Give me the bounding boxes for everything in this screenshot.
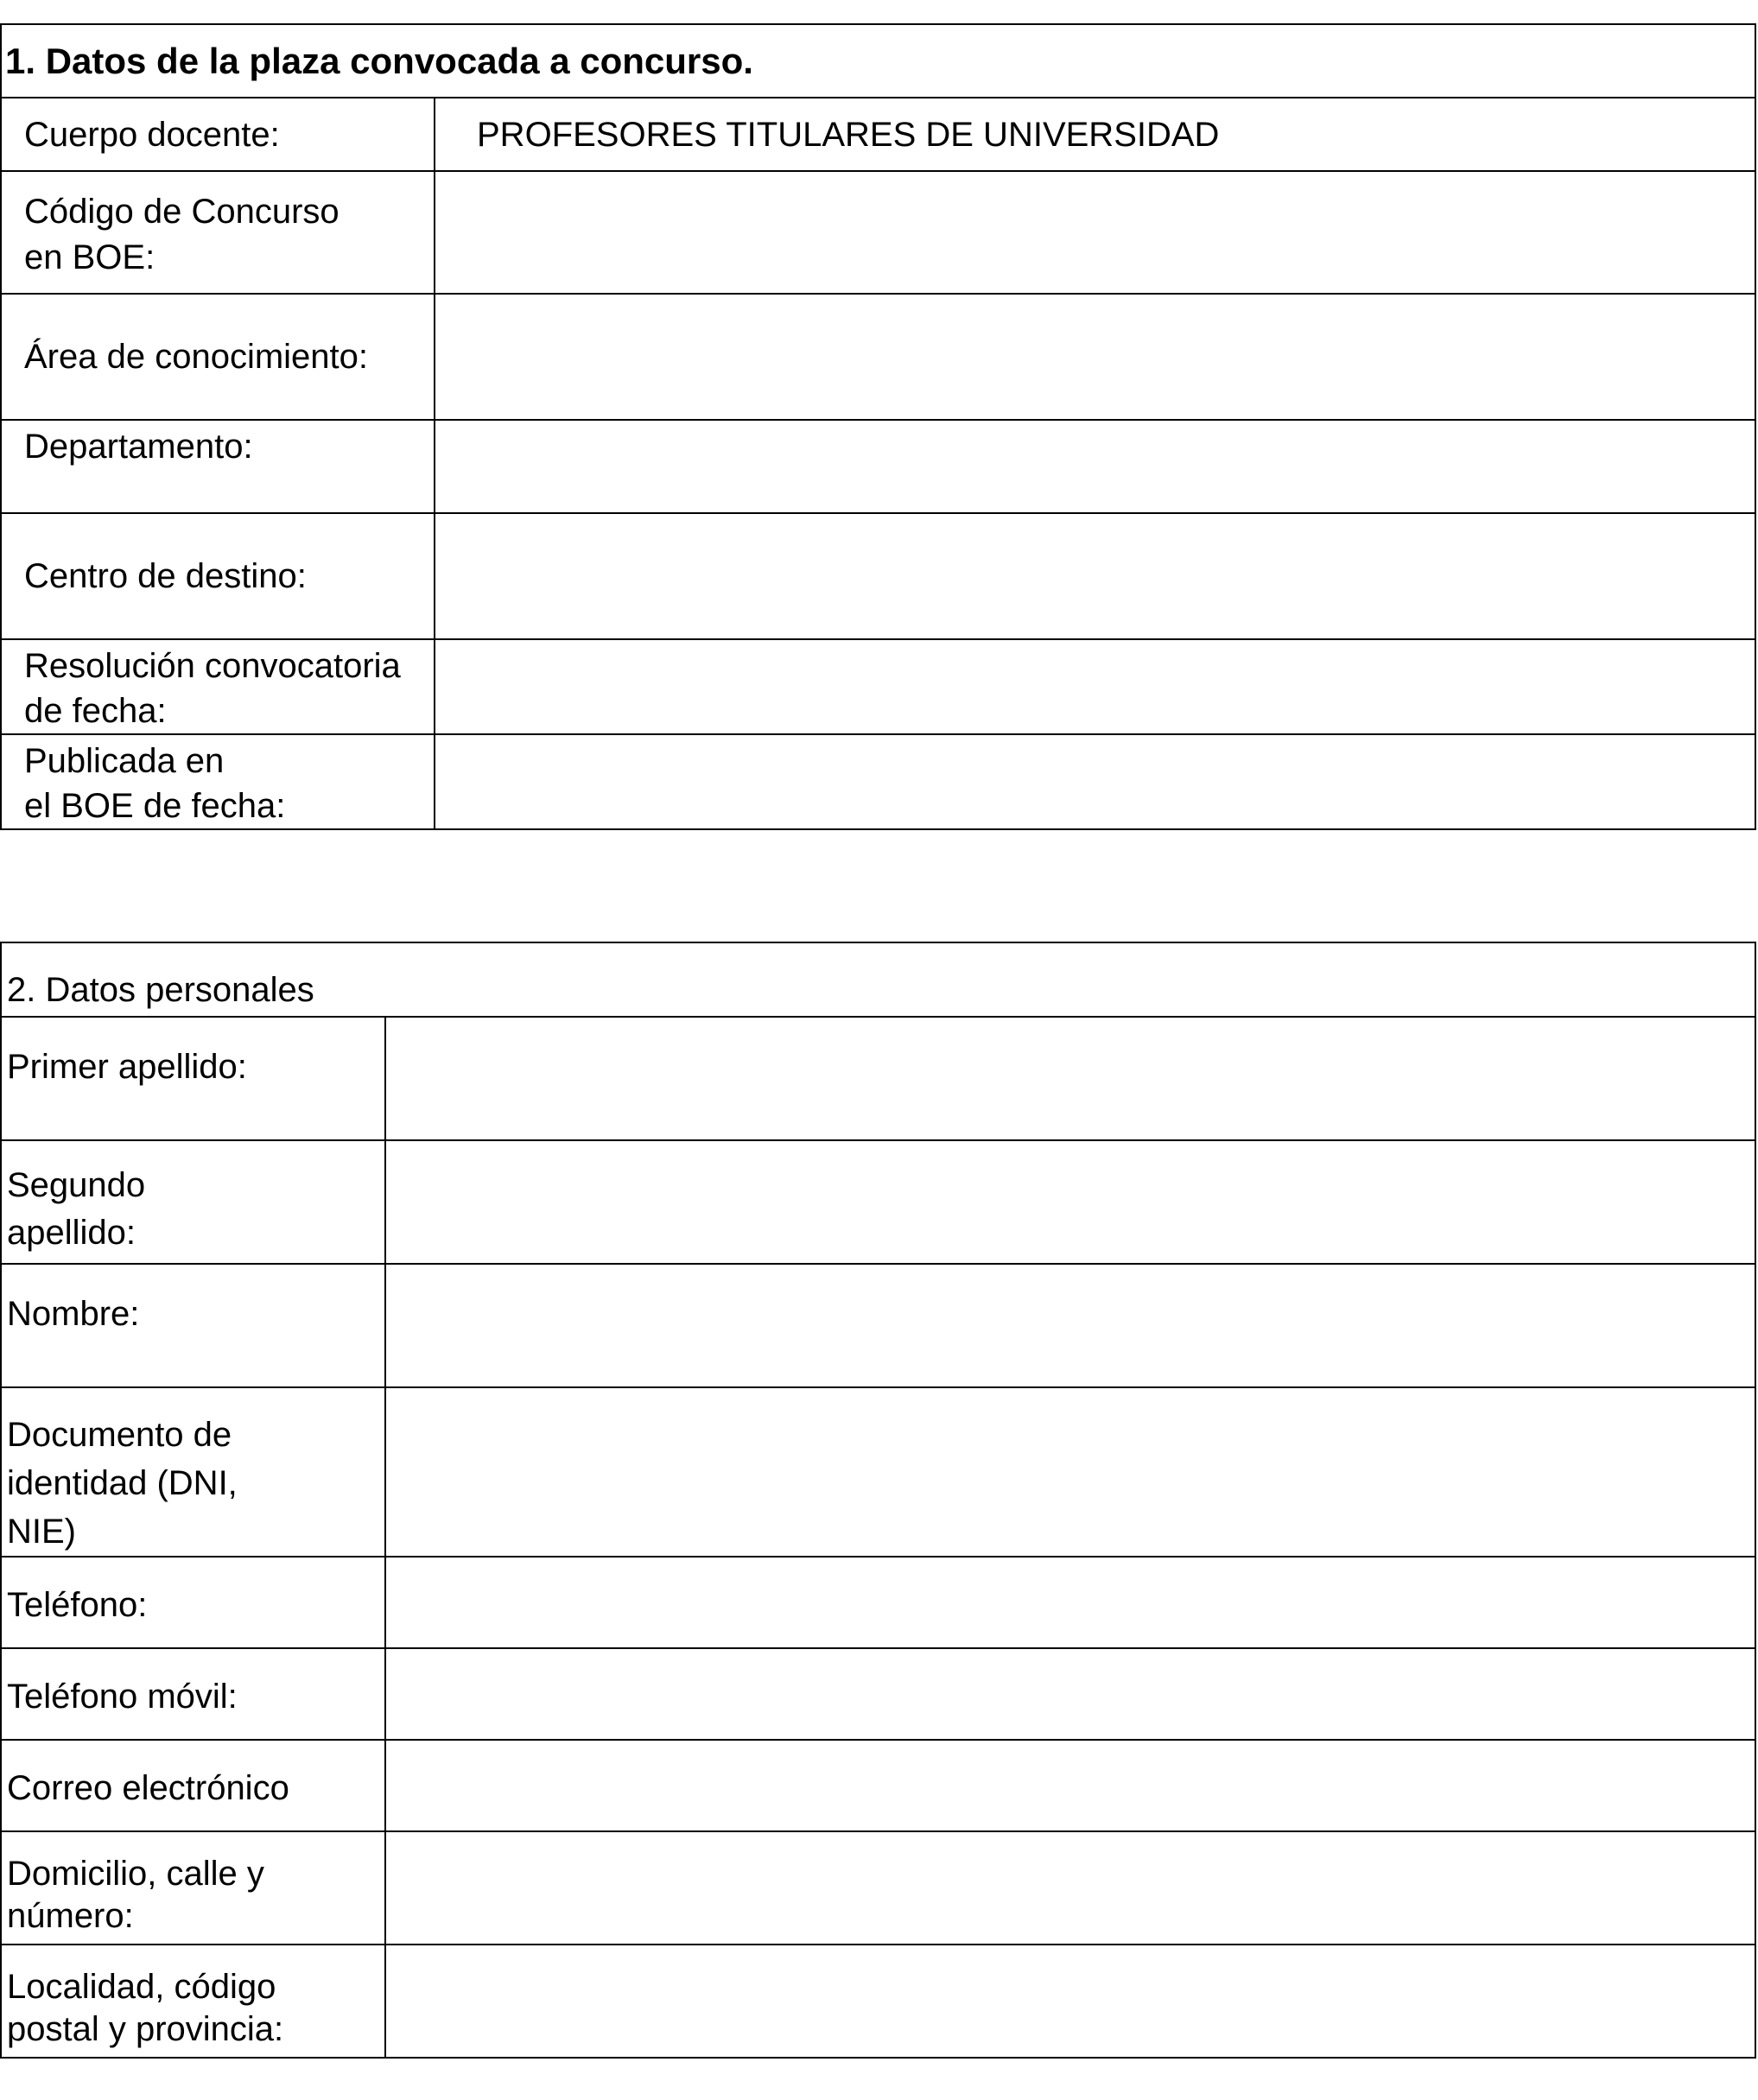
publicada-boe-field[interactable] (435, 734, 1755, 829)
publicada-boe-label: Publicada en el BOE de fecha: (1, 734, 435, 829)
table-row (1, 294, 1755, 420)
primer-apellido-field[interactable] (385, 1017, 1755, 1140)
resolucion-convocatoria-label: Resolución convocatoria de fecha: (1, 639, 435, 734)
domicilio-field[interactable] (385, 1831, 1755, 1945)
table-row (1, 1264, 1755, 1387)
section-1-title: 1. Datos de la plaza convocada a concurso. (1, 24, 1755, 98)
documento-identidad-label: Documento de identidad (DNI, NIE) (1, 1387, 385, 1557)
segundo-apellido-label: Segundo apellido: (1, 1140, 385, 1264)
telefono-label: Teléfono: (1, 1557, 385, 1648)
localidad-label: Localidad, código postal y provincia: (1, 1945, 385, 2058)
segundo-apellido-field[interactable] (385, 1140, 1755, 1264)
resolucion-convocatoria-field[interactable] (435, 639, 1755, 734)
domicilio-label: Domicilio, calle y número: (1, 1831, 385, 1945)
codigo-concurso-label: Código de Concurso en BOE: (1, 171, 435, 294)
table-row (1, 420, 1755, 513)
centro-destino-field[interactable] (435, 513, 1755, 639)
cuerpo-docente-field[interactable]: PROFESORES TITULARES DE UNIVERSIDAD (435, 98, 1755, 171)
table-row (1, 1017, 1755, 1140)
table-row (1, 1740, 1755, 1831)
codigo-concurso-field[interactable] (435, 171, 1755, 294)
section-2-title: 2. Datos personales (1, 942, 1755, 1017)
table-row (1, 171, 1755, 294)
plaza-data-table (0, 23, 1756, 830)
telefono-movil-field[interactable] (385, 1648, 1755, 1740)
personal-data-table (0, 942, 1756, 2059)
centro-destino-label: Centro de destino: (1, 513, 435, 639)
nombre-label: Nombre: (1, 1264, 385, 1387)
departamento-label: Departamento: (1, 420, 435, 513)
table-row (1, 1831, 1755, 1945)
table-row (1, 1140, 1755, 1264)
area-conocimiento-field[interactable] (435, 294, 1755, 420)
nombre-field[interactable] (385, 1264, 1755, 1387)
table-row (1, 1648, 1755, 1740)
cuerpo-docente-label: Cuerpo docente: (1, 98, 435, 171)
table-row (1, 513, 1755, 639)
correo-electronico-field[interactable] (385, 1740, 1755, 1831)
telefono-movil-label: Teléfono móvil: (1, 1648, 385, 1740)
documento-identidad-field[interactable] (385, 1387, 1755, 1557)
primer-apellido-label: Primer apellido: (1, 1017, 385, 1140)
area-conocimiento-label: Área de conocimiento: (1, 294, 435, 420)
table-row (1, 1945, 1755, 2058)
telefono-field[interactable] (385, 1557, 1755, 1648)
table-row (1, 1387, 1755, 1557)
table-row (1, 734, 1755, 829)
departamento-field[interactable] (435, 420, 1755, 513)
localidad-field[interactable] (385, 1945, 1755, 2058)
correo-electronico-label: Correo electrónico (1, 1740, 385, 1831)
table-row (1, 98, 1755, 171)
table-row (1, 639, 1755, 734)
table-row (1, 1557, 1755, 1648)
